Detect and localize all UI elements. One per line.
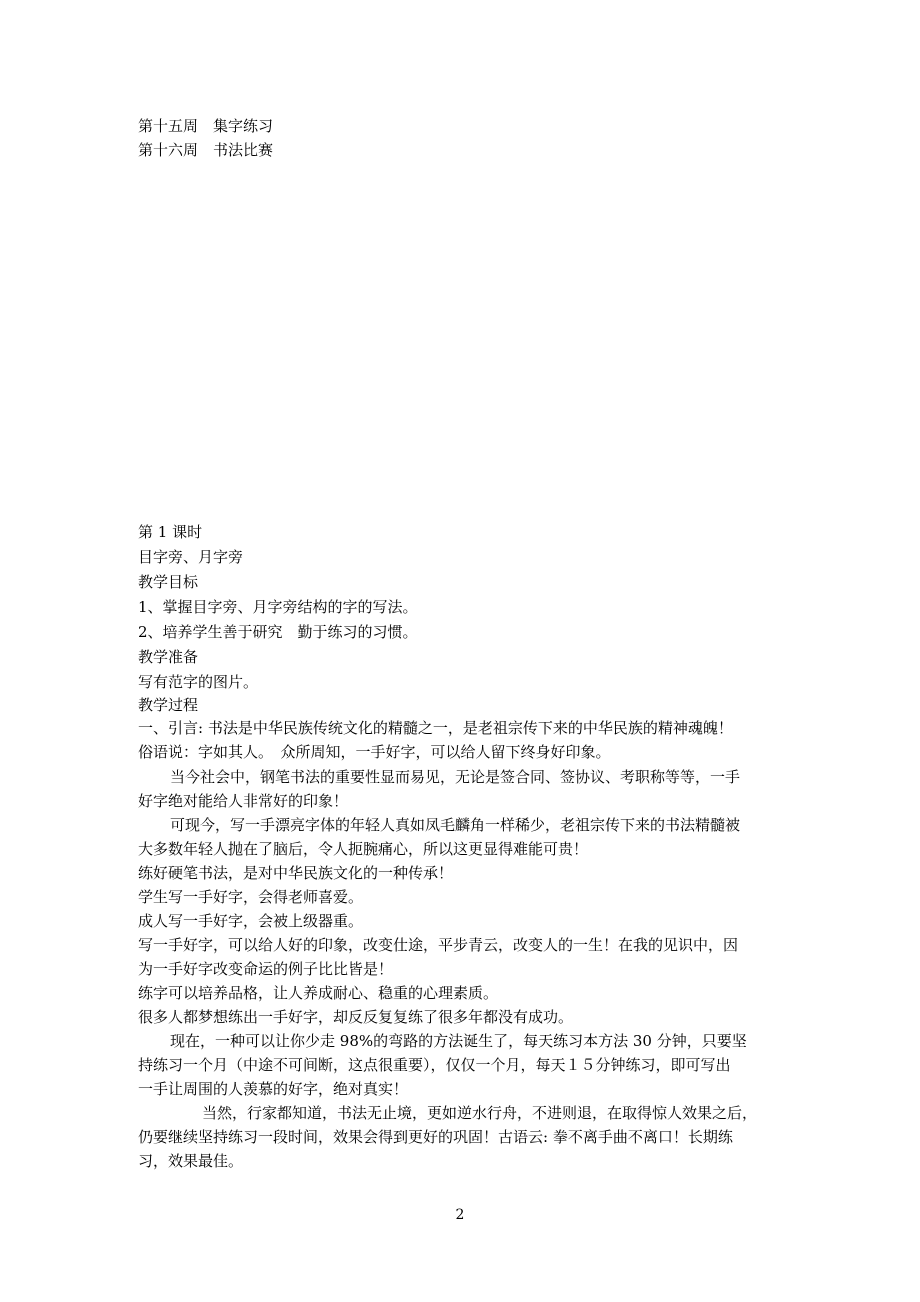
objective-item: 2、培养学生善于研究 勤于练习的习惯。 [138,623,418,641]
lesson-title: 目字旁、月字旁 [138,548,244,566]
body-line: 学生写一手好字，会得老师喜爱。 [138,888,364,906]
body-line: 习，效果最佳。 [138,1152,244,1170]
body-line: 练好硬笔书法，是对中华民族文化的一种传承！ [138,864,454,882]
process-heading: 教学过程 [138,696,199,714]
body-line: 写一手好字，可以给人好的印象，改变仕途，平步青云，改变人的一生！在我的见识中，因 [138,936,739,954]
objective-item: 1、掌握目字旁、月字旁结构的字的写法。 [138,598,418,616]
body-line: 当然，行家都知道，书法无止境，更如逆水行舟，不进则退，在取得惊人效果之后， [202,1104,758,1122]
objectives-heading: 教学目标 [138,573,199,591]
body-line: 很多人都梦想练出一手好字，却反反复复练了很多年都没有成功。 [138,1008,574,1026]
body-line: 大多数年轻人抛在了脑后，令人扼腕痛心，所以这更显得难能可贵！ [138,840,589,858]
body-line: 现在，一种可以让你少走 98%的弯路的方法诞生了，每天练习本方法 30 分钟，只要坚 [170,1032,747,1050]
body-line: 可现今，写一手漂亮字体的年轻人真如凤毛麟角一样稀少，老祖宗传下来的书法精髓被 [170,816,741,834]
body-line: 当今社会中，钢笔书法的重要性显而易见，无论是签合同、签协议、考职称等等，一手 [170,768,741,786]
body-line: 好字绝对能给人非常好的印象！ [138,792,349,810]
prep-text: 写有范字的图片。 [138,673,259,691]
body-line: 俗语说：字如其人。 众所周知，一手好字，可以给人留下终身好印象。 [138,743,611,761]
body-line: 仍要继续坚持练习一段时间，效果会得到更好的巩固！古语云: 拳不离手曲不离口！长期练 [138,1128,733,1146]
schedule-line-15: 第十五周 集字练习 [138,117,274,135]
body-line: 成人写一手好字，会被上级器重。 [138,912,364,930]
body-line: 为一手好字改变命运的例子比比皆是！ [138,960,394,978]
prep-heading: 教学准备 [138,648,199,666]
page-number: 2 [455,1207,465,1223]
schedule-line-16: 第十六周 书法比赛 [138,141,274,159]
body-line: 练字可以培养品格，让人养成耐心、稳重的心理素质。 [138,984,499,1002]
body-line: 一手让周围的人羡慕的好字，绝对真实！ [138,1080,409,1098]
body-line: 持练习一个月（中途不可间断，这点很重要），仅仅一个月，每天１５分钟练习，即可写出 [138,1056,731,1074]
body-line: 一、引言: 书法是中华民族传统文化的精髓之一，是老祖宗传下来的中华民族的精神魂魄！ [138,719,733,737]
lesson-period: 第 1 课时 [138,523,203,541]
